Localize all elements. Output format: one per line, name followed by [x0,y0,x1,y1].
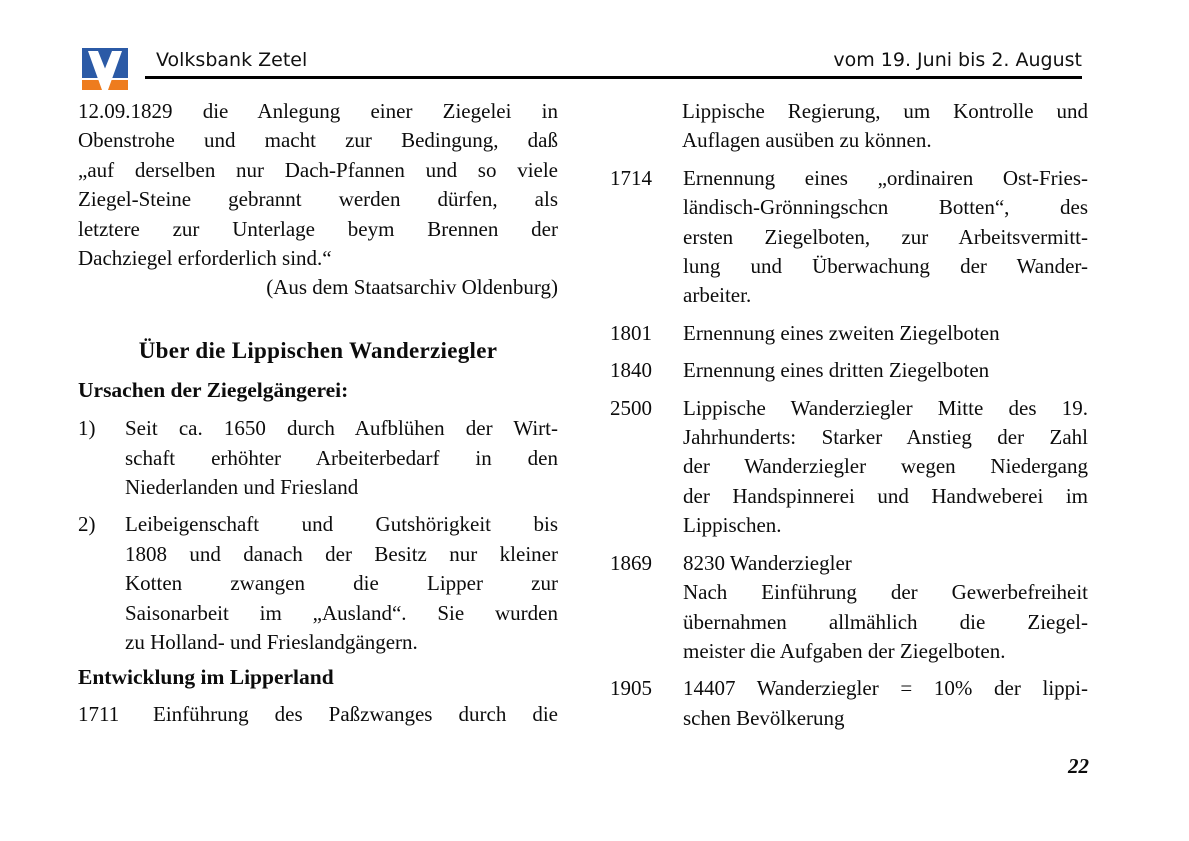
left-column [78,97,558,729]
source-credit: (Aus dem Staatsarchiv Oldenburg) [266,275,558,300]
text-line: schen Bevölkerung [683,705,845,730]
text-line: Obenstrohe und macht zur Bedingung, daß [78,128,558,153]
text-line: letztere zur Unterlage beym Brennen der [78,216,558,241]
text-line: lung und Überwachung der Wander- [683,254,1088,279]
text-line: ländisch-Grönningschcn Botten“, des [683,195,1088,220]
timeline-text [683,674,1088,733]
text-line: Einführung des Paßzwanges durch die [153,701,558,726]
text-line: der Wanderziegler wegen Niedergang [683,454,1088,479]
list-marker: 2) [78,512,96,537]
timeline-year: 1801 [610,320,652,345]
text-line: übernahmen allmählich die Ziegel- [683,609,1088,634]
text-line: „auf derselben nur Dach-Pfannen und so viele [78,157,558,182]
timeline-text [153,700,558,729]
intro-paragraph [78,97,558,273]
timeline-entry [610,549,1088,667]
text-line: Lippischen. [683,513,782,538]
text-line: Ernennung eines „ordinairen Ost-Fries- [683,165,1088,190]
text-line: Niederlanden und Friesland [125,475,359,500]
timeline-year: 1905 [610,676,652,701]
continuation-paragraph [682,97,1088,156]
timeline-entry [610,164,1088,311]
timeline-text [683,394,1088,541]
list-item [78,414,558,502]
timeline-entry [610,319,1088,348]
text-line: 14407 Wanderziegler = 10% der lippi- [683,676,1088,701]
text-line: zu Holland- und Frieslandgängern. [125,630,418,655]
text-line: meister die Aufgaben der Ziegelboten. [683,638,1006,663]
text-line: 1808 und danach der Besitz nur kleiner [125,541,558,566]
timeline-entry [78,700,558,729]
header-rule [145,76,1082,79]
development-timeline-right [610,164,1088,733]
timeline-entry [610,394,1088,541]
text-line: der Handspinnerei und Handweberei im [683,483,1088,508]
timeline-year: 1714 [610,165,652,190]
list-item [78,510,558,657]
right-column [610,97,1088,733]
timeline-text [683,164,1088,311]
text-line: Kotten zwangen die Lipper zur [125,571,558,596]
text-line: Ernennung eines zweiten Ziegelboten [683,320,1000,345]
text-line: Saisonarbeit im „Ausland“. Sie wurden [125,600,558,625]
header-issue-range: vom 19. Juni bis 2. August [833,49,1082,71]
list-marker: 1) [78,416,96,441]
page-number: 22 [1068,754,1089,778]
text-line: schaft erhöhter Arbeiterbedarf in den [125,445,558,470]
timeline-entry [610,356,1088,385]
timeline-year: 1869 [610,550,652,575]
timeline-year: 1840 [610,358,652,383]
causes-list [78,414,558,657]
text-line: Leibeigenschaft und Gutshörigkeit bis [125,512,558,537]
timeline-entry [610,674,1088,733]
text-line: 12.09.1829 die Anlegung einer Ziegelei in [78,99,558,123]
text-line: Lippische Regierung, um Kontrolle und [682,99,1088,123]
text-line: Ernennung eines dritten Ziegelboten [683,358,990,383]
timeline-text [683,356,1088,385]
timeline-text [683,319,1088,348]
subheading-development: Entwicklung im Lipperland [78,664,334,689]
list-text [125,414,558,502]
timeline-year: 1711 [78,701,120,726]
text-line: Ziegel-Steine gebrannt werden dürfen, als [78,187,558,212]
text-line: Dachziegel erforderlich sind.“ [78,246,332,271]
text-line: arbeiter. [683,283,752,308]
text-line: Seit ca. 1650 durch Aufblühen der Wirt- [125,416,558,441]
header-bank-name: Volksbank Zetel [156,49,308,71]
text-line: 8230 Wanderziegler [683,550,852,575]
volksbank-logo-icon [82,48,128,90]
text-line: Jahrhunderts: Starker Anstieg der Zahl [683,425,1088,450]
section-title: Über die Lippischen Wanderziegler [138,337,498,363]
development-timeline-left [78,700,558,729]
timeline-text [683,549,1088,667]
text-line: ersten Ziegelboten, zur Arbeitsvermitt- [683,224,1088,249]
list-text [125,510,558,657]
timeline-year: 2500 [610,395,652,420]
subheading-causes: Ursachen der Ziegelgängerei: [78,377,349,402]
text-line: Lippische Wanderziegler Mitte des 19. [683,395,1088,420]
text-line: Nach Einführung der Gewerbefreiheit [683,580,1088,605]
text-line: Auflagen ausüben zu können. [682,128,932,153]
